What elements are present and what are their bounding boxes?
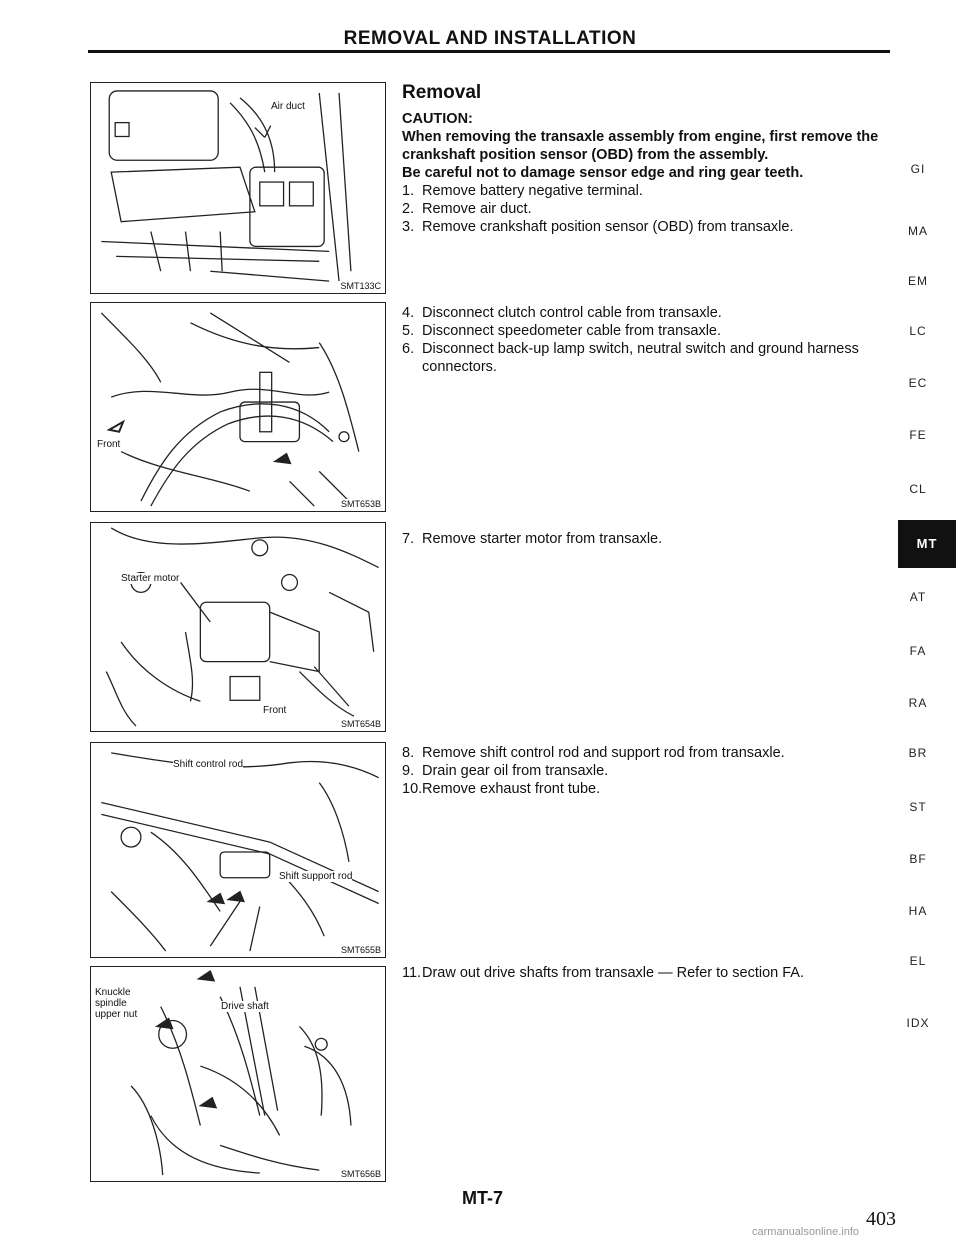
figure-label: Shift support rod [279, 871, 353, 882]
figure-label: Knuckle spindle upper nut [95, 987, 138, 1020]
step [402, 322, 890, 340]
side-tab-idx[interactable]: IDX [906, 1016, 930, 1030]
caution-label: CAUTION: [402, 111, 473, 127]
step [402, 964, 902, 982]
step-number: 10. [402, 781, 423, 797]
starter-motor-illustration [91, 523, 385, 731]
side-tab-ha[interactable]: HA [908, 904, 928, 918]
step-text: Disconnect clutch control cable from transaxle. [422, 305, 722, 321]
step-text: Drain gear oil from transaxle. [422, 763, 609, 779]
figure-code: SMT653B [340, 499, 381, 509]
side-tab-mt[interactable]: MT [898, 520, 956, 568]
figure-label: Front [263, 705, 287, 716]
figure-label: Starter motor [121, 573, 180, 584]
step [402, 304, 890, 322]
engine-air-duct-illustration [91, 83, 385, 293]
figure-drive-shafts [90, 966, 386, 1182]
figure-code: SMT654B [340, 719, 381, 729]
step [402, 744, 902, 762]
step-text: Remove air duct. [422, 201, 532, 217]
header-rule [88, 50, 890, 53]
figure-shift-rods [90, 742, 386, 958]
step-number: 11. [402, 965, 422, 981]
page-header: REMOVAL AND INSTALLATION [343, 28, 637, 49]
step-number: 3. [402, 219, 415, 235]
steps-group-clutch [402, 304, 890, 376]
side-tab-ec[interactable]: EC [908, 376, 928, 390]
caution-text: When removing the transaxle assembly from engine, first remove the crankshaft position sensor (OBD) from the assembly. [402, 129, 879, 163]
page-code: MT-7 [462, 1188, 504, 1208]
side-tab-el[interactable]: EL [909, 954, 927, 968]
step-text: Disconnect back-up lamp switch, neutral switch and ground harness connectors. [422, 341, 859, 375]
side-tab-fe[interactable]: FE [909, 428, 927, 442]
step-text: Remove starter motor from transaxle. [422, 531, 663, 547]
figure-label: Front [97, 439, 121, 450]
step-text: Disconnect speedometer cable from transaxle. [422, 323, 722, 339]
step [402, 780, 902, 798]
figure-starter-motor [90, 522, 386, 732]
figure-label: Air duct [271, 101, 305, 112]
steps-group-shift [402, 744, 902, 798]
page-number: 403 [866, 1208, 896, 1230]
step-number: 9. [402, 763, 415, 779]
side-tab-fa[interactable]: FA [909, 644, 927, 658]
side-tab-gi[interactable]: GI [910, 162, 926, 176]
figure-air-duct [90, 82, 386, 294]
figure-label: Shift control rod [173, 759, 244, 770]
figure-clutch-cable [90, 302, 386, 512]
step [402, 530, 902, 548]
side-tab-st[interactable]: ST [909, 800, 927, 814]
side-tab-bf[interactable]: BF [909, 852, 927, 866]
steps-group-starter [402, 530, 902, 548]
side-tab-at[interactable]: AT [909, 590, 927, 604]
step-text: Remove crankshaft position sensor (OBD) from transaxle. [422, 219, 794, 235]
figure-code: SMT655B [340, 945, 381, 955]
step [402, 182, 898, 200]
step-number: 1. [402, 183, 415, 199]
side-tab-ma[interactable]: MA [908, 224, 928, 238]
clutch-cable-illustration [91, 303, 385, 511]
step-number: 4. [402, 305, 415, 321]
caution-text: Be careful not to damage sensor edge and ring gear teeth. [402, 165, 804, 181]
side-tab-lc[interactable]: LC [909, 324, 927, 338]
figure-code: SMT656B [340, 1169, 381, 1179]
step-text: Draw out drive shafts from transaxle — Refer to section FA. [422, 965, 804, 981]
step [402, 340, 890, 376]
steps-group-drive-shaft [402, 964, 902, 982]
removal-section [402, 84, 898, 236]
step [402, 200, 898, 218]
step-text: Remove battery negative terminal. [422, 183, 643, 199]
side-tab-em[interactable]: EM [908, 274, 928, 288]
step-text: Remove shift control rod and support rod from transaxle. [422, 745, 785, 761]
section-title: Removal [402, 82, 482, 103]
side-tab-ra[interactable]: RA [908, 696, 928, 710]
side-tab-cl[interactable]: CL [909, 482, 927, 496]
shift-rods-illustration [91, 743, 385, 957]
step-number: 7. [402, 531, 415, 547]
side-tab-br[interactable]: BR [908, 746, 928, 760]
figure-label: Drive shaft [221, 1001, 269, 1012]
step-text: Remove exhaust front tube. [422, 781, 601, 797]
step-number: 6. [402, 341, 415, 357]
step-number: 2. [402, 201, 415, 217]
step-number: 8. [402, 745, 415, 761]
step [402, 762, 902, 780]
watermark: carmanualsonline.info [752, 1226, 860, 1238]
step-number: 5. [402, 323, 415, 339]
step [402, 218, 898, 236]
figure-code: SMT133C [340, 281, 381, 291]
